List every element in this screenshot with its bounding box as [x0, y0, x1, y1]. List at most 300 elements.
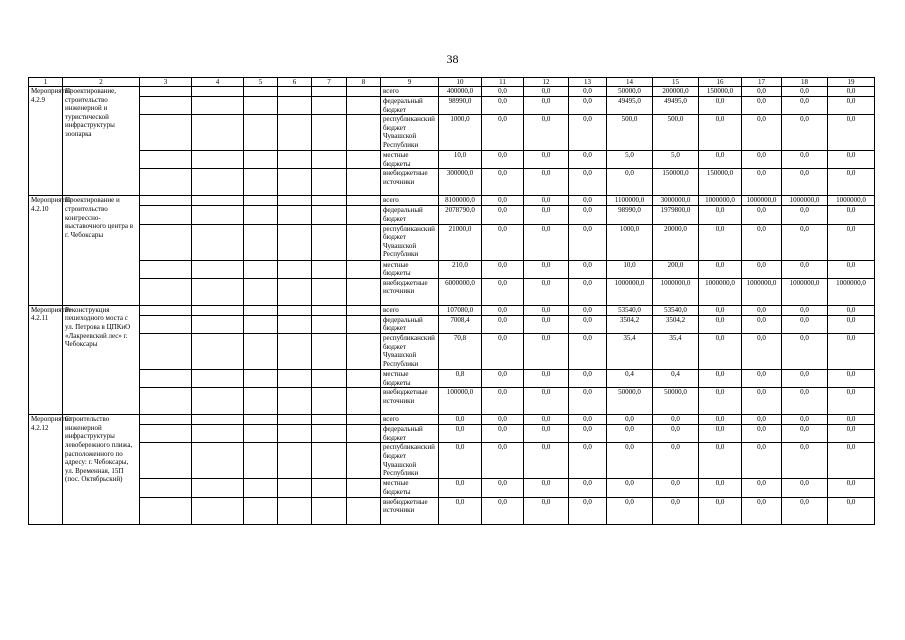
- column-header: 15: [653, 78, 699, 87]
- amount-cell: 0,0: [782, 497, 828, 524]
- empty-cell: [244, 333, 278, 369]
- column-header: 7: [312, 78, 347, 87]
- empty-cell: [140, 333, 192, 369]
- amount-cell: 10,0: [439, 151, 482, 169]
- amount-cell: 0,0: [782, 87, 828, 97]
- column-number-row: [29, 78, 875, 87]
- amount-cell: 1000000,0: [699, 278, 742, 305]
- empty-cell: [347, 497, 381, 524]
- empty-cell: [192, 443, 244, 479]
- amount-cell: 0,0: [524, 479, 569, 497]
- empty-cell: [140, 415, 192, 425]
- amount-cell: 0,0: [524, 415, 569, 425]
- empty-cell: [347, 388, 381, 415]
- amount-cell: 0,0: [569, 388, 607, 415]
- amount-cell: 7008,4: [439, 315, 482, 333]
- amount-cell: 0,0: [742, 425, 782, 443]
- amount-cell: 0,0: [699, 497, 742, 524]
- column-header: 5: [244, 78, 278, 87]
- column-header: 14: [607, 78, 653, 87]
- empty-cell: [347, 151, 381, 169]
- empty-cell: [347, 196, 381, 206]
- amount-cell: 0,0: [524, 169, 569, 196]
- empty-cell: [278, 115, 312, 151]
- empty-cell: [244, 169, 278, 196]
- amount-cell: 0,0: [828, 315, 875, 333]
- amount-cell: 0,0: [482, 224, 524, 260]
- empty-cell: [312, 260, 347, 278]
- amount-cell: 0,0: [482, 196, 524, 206]
- amount-cell: 3504,2: [607, 315, 653, 333]
- empty-cell: [140, 151, 192, 169]
- amount-cell: 0,0: [699, 333, 742, 369]
- empty-cell: [140, 224, 192, 260]
- empty-cell: [312, 415, 347, 425]
- amount-cell: 150000,0: [699, 87, 742, 97]
- table-row: [29, 497, 875, 524]
- funding-source: федеральный бюджет: [381, 425, 439, 443]
- amount-cell: 0,0: [828, 206, 875, 224]
- empty-cell: [140, 388, 192, 415]
- amount-cell: 0,0: [569, 333, 607, 369]
- amount-cell: 1000,0: [439, 115, 482, 151]
- empty-cell: [347, 479, 381, 497]
- amount-cell: 0,0: [524, 196, 569, 206]
- empty-cell: [278, 97, 312, 115]
- empty-cell: [244, 151, 278, 169]
- amount-cell: 0,0: [524, 497, 569, 524]
- empty-cell: [278, 169, 312, 196]
- amount-cell: 0,0: [482, 333, 524, 369]
- amount-cell: 0,0: [742, 260, 782, 278]
- amount-cell: 500,0: [607, 115, 653, 151]
- amount-cell: 0,0: [742, 224, 782, 260]
- funding-source: всего: [381, 87, 439, 97]
- amount-cell: 0,0: [699, 369, 742, 387]
- measure-name: Проектирование и строительство конгрессно-выставочного центра в г. Чебоксары: [63, 196, 140, 305]
- empty-cell: [347, 443, 381, 479]
- amount-cell: 0,0: [782, 415, 828, 425]
- empty-cell: [278, 224, 312, 260]
- amount-cell: 0,0: [482, 115, 524, 151]
- empty-cell: [244, 115, 278, 151]
- amount-cell: 0,0: [524, 260, 569, 278]
- empty-cell: [347, 224, 381, 260]
- empty-cell: [347, 260, 381, 278]
- table-row: [29, 196, 875, 206]
- empty-cell: [244, 479, 278, 497]
- table-row: [29, 169, 875, 196]
- column-header: 3: [140, 78, 192, 87]
- funding-source: внебюджетные источники: [381, 388, 439, 415]
- amount-cell: 0,0: [482, 278, 524, 305]
- empty-cell: [140, 479, 192, 497]
- empty-cell: [244, 425, 278, 443]
- amount-cell: 0,0: [569, 115, 607, 151]
- amount-cell: 400000,0: [439, 87, 482, 97]
- amount-cell: 100000,0: [439, 388, 482, 415]
- amount-cell: 107080,0: [439, 305, 482, 315]
- empty-cell: [278, 369, 312, 387]
- empty-cell: [312, 87, 347, 97]
- amount-cell: 0,0: [742, 87, 782, 97]
- amount-cell: 0,0: [782, 369, 828, 387]
- empty-cell: [347, 206, 381, 224]
- amount-cell: 0,0: [742, 479, 782, 497]
- amount-cell: 210,0: [439, 260, 482, 278]
- empty-cell: [192, 333, 244, 369]
- amount-cell: 0,8: [439, 369, 482, 387]
- amount-cell: 0,0: [482, 206, 524, 224]
- amount-cell: 0,0: [828, 497, 875, 524]
- table-row: [29, 260, 875, 278]
- amount-cell: 0,0: [569, 497, 607, 524]
- empty-cell: [244, 315, 278, 333]
- amount-cell: 150000,0: [699, 169, 742, 196]
- empty-cell: [278, 388, 312, 415]
- amount-cell: 0,0: [482, 305, 524, 315]
- empty-cell: [278, 305, 312, 315]
- empty-cell: [192, 479, 244, 497]
- amount-cell: 0,0: [569, 151, 607, 169]
- amount-cell: 0,0: [524, 97, 569, 115]
- empty-cell: [192, 305, 244, 315]
- empty-cell: [244, 206, 278, 224]
- measure-name: Строительство инженерной инфраструктуры левобережного плижа, расположенного по адресу: г. Чебоксары, ул. Временная, 15П (пос. Октябрьский): [63, 415, 140, 524]
- empty-cell: [347, 305, 381, 315]
- amount-cell: 0,0: [524, 333, 569, 369]
- empty-cell: [244, 443, 278, 479]
- amount-cell: 0,0: [828, 169, 875, 196]
- amount-cell: 1000000,0: [699, 196, 742, 206]
- empty-cell: [192, 388, 244, 415]
- amount-cell: 0,0: [607, 479, 653, 497]
- empty-cell: [140, 196, 192, 206]
- amount-cell: 50000,0: [607, 388, 653, 415]
- amount-cell: 0,0: [828, 479, 875, 497]
- empty-cell: [140, 315, 192, 333]
- measure-id: Мероприятие 4.2.10: [29, 196, 63, 305]
- amount-cell: 5,0: [653, 151, 699, 169]
- empty-cell: [347, 333, 381, 369]
- funding-source: местные бюджеты: [381, 369, 439, 387]
- amount-cell: 35,4: [653, 333, 699, 369]
- column-header: 18: [782, 78, 828, 87]
- amount-cell: 0,0: [524, 278, 569, 305]
- empty-cell: [192, 87, 244, 97]
- amount-cell: 98990,0: [607, 206, 653, 224]
- amount-cell: 0,0: [699, 305, 742, 315]
- amount-cell: 0,0: [782, 260, 828, 278]
- amount-cell: 1000000,0: [742, 278, 782, 305]
- column-header: 8: [347, 78, 381, 87]
- amount-cell: 0,0: [742, 305, 782, 315]
- empty-cell: [140, 497, 192, 524]
- empty-cell: [140, 206, 192, 224]
- empty-cell: [312, 224, 347, 260]
- empty-cell: [312, 388, 347, 415]
- amount-cell: 50000,0: [607, 87, 653, 97]
- empty-cell: [312, 115, 347, 151]
- amount-cell: 0,0: [828, 443, 875, 479]
- amount-cell: 0,0: [569, 87, 607, 97]
- column-header: 4: [192, 78, 244, 87]
- amount-cell: 0,0: [569, 278, 607, 305]
- funding-source: местные бюджеты: [381, 260, 439, 278]
- funding-source: всего: [381, 305, 439, 315]
- amount-cell: 98990,0: [439, 97, 482, 115]
- funding-source: всего: [381, 415, 439, 425]
- amount-cell: 0,0: [569, 443, 607, 479]
- amount-cell: 0,0: [699, 151, 742, 169]
- amount-cell: 0,0: [782, 425, 828, 443]
- amount-cell: 0,0: [569, 206, 607, 224]
- measure-name: Реконструкция пешеходного моста с ул. Петрова в ЦПКиО «Лакреевский лес» г. Чебоксары: [63, 305, 140, 414]
- amount-cell: 0,0: [742, 333, 782, 369]
- empty-cell: [192, 260, 244, 278]
- funding-source: республиканский бюджет Чувашской Республики: [381, 224, 439, 260]
- table-row: [29, 388, 875, 415]
- empty-cell: [192, 278, 244, 305]
- amount-cell: 0,0: [569, 169, 607, 196]
- amount-cell: 0,0: [742, 443, 782, 479]
- empty-cell: [278, 443, 312, 479]
- empty-cell: [278, 479, 312, 497]
- amount-cell: 0,0: [569, 315, 607, 333]
- amount-cell: 0,0: [782, 151, 828, 169]
- amount-cell: 0,0: [742, 369, 782, 387]
- budget-table: [28, 77, 875, 525]
- amount-cell: 0,0: [782, 388, 828, 415]
- empty-cell: [140, 115, 192, 151]
- funding-source: внебюджетные источники: [381, 497, 439, 524]
- amount-cell: 0,0: [742, 169, 782, 196]
- empty-cell: [312, 97, 347, 115]
- empty-cell: [192, 196, 244, 206]
- empty-cell: [244, 388, 278, 415]
- amount-cell: 1000000,0: [782, 196, 828, 206]
- empty-cell: [244, 415, 278, 425]
- amount-cell: 0,0: [828, 97, 875, 115]
- empty-cell: [278, 415, 312, 425]
- empty-cell: [244, 87, 278, 97]
- empty-cell: [192, 315, 244, 333]
- empty-cell: [140, 443, 192, 479]
- amount-cell: 0,0: [653, 425, 699, 443]
- amount-cell: 0,0: [524, 305, 569, 315]
- column-header: 9: [381, 78, 439, 87]
- amount-cell: 0,0: [828, 260, 875, 278]
- empty-cell: [140, 87, 192, 97]
- table-row: [29, 206, 875, 224]
- empty-cell: [278, 151, 312, 169]
- amount-cell: 0,0: [699, 97, 742, 115]
- amount-cell: 0,0: [607, 497, 653, 524]
- table-row: [29, 315, 875, 333]
- amount-cell: 0,0: [482, 479, 524, 497]
- empty-cell: [244, 196, 278, 206]
- measure-id: Мероприятие 4.2.11: [29, 305, 63, 414]
- table-row: [29, 151, 875, 169]
- amount-cell: 0,0: [607, 425, 653, 443]
- empty-cell: [278, 87, 312, 97]
- amount-cell: 0,0: [524, 315, 569, 333]
- amount-cell: 1000000,0: [607, 278, 653, 305]
- amount-cell: 0,0: [569, 224, 607, 260]
- funding-source: внебюджетные источники: [381, 169, 439, 196]
- column-header: 6: [278, 78, 312, 87]
- empty-cell: [347, 87, 381, 97]
- amount-cell: 0,0: [782, 305, 828, 315]
- table-row: [29, 479, 875, 497]
- empty-cell: [278, 497, 312, 524]
- empty-cell: [244, 97, 278, 115]
- amount-cell: 0,0: [828, 369, 875, 387]
- amount-cell: 0,0: [653, 415, 699, 425]
- amount-cell: 0,0: [699, 443, 742, 479]
- amount-cell: 0,0: [524, 151, 569, 169]
- amount-cell: 0,0: [828, 333, 875, 369]
- amount-cell: 1000000,0: [742, 196, 782, 206]
- amount-cell: 0,0: [828, 425, 875, 443]
- amount-cell: 1000,0: [607, 224, 653, 260]
- funding-source: республиканский бюджет Чувашской Республики: [381, 443, 439, 479]
- amount-cell: 0,0: [524, 206, 569, 224]
- amount-cell: 0,0: [653, 479, 699, 497]
- empty-cell: [244, 369, 278, 387]
- empty-cell: [140, 425, 192, 443]
- amount-cell: 0,0: [569, 425, 607, 443]
- amount-cell: 0,0: [699, 415, 742, 425]
- amount-cell: 50000,0: [653, 388, 699, 415]
- amount-cell: 49495,0: [607, 97, 653, 115]
- amount-cell: 0,0: [699, 206, 742, 224]
- funding-source: местные бюджеты: [381, 479, 439, 497]
- empty-cell: [312, 425, 347, 443]
- amount-cell: 0,0: [569, 415, 607, 425]
- empty-cell: [140, 305, 192, 315]
- amount-cell: 0,0: [828, 388, 875, 415]
- amount-cell: 5,0: [607, 151, 653, 169]
- amount-cell: 0,0: [828, 151, 875, 169]
- amount-cell: 0,0: [742, 497, 782, 524]
- amount-cell: 0,0: [607, 415, 653, 425]
- empty-cell: [192, 224, 244, 260]
- amount-cell: 0,0: [699, 425, 742, 443]
- amount-cell: 0,0: [482, 87, 524, 97]
- amount-cell: 0,0: [482, 388, 524, 415]
- table-row: [29, 115, 875, 151]
- empty-cell: [312, 151, 347, 169]
- empty-cell: [347, 425, 381, 443]
- amount-cell: 0,4: [653, 369, 699, 387]
- table-row: [29, 443, 875, 479]
- amount-cell: 20000,0: [653, 224, 699, 260]
- empty-cell: [312, 479, 347, 497]
- amount-cell: 0,0: [439, 497, 482, 524]
- empty-cell: [192, 415, 244, 425]
- empty-cell: [244, 260, 278, 278]
- amount-cell: 0,0: [482, 415, 524, 425]
- table-row: [29, 97, 875, 115]
- amount-cell: 0,0: [782, 443, 828, 479]
- amount-cell: 200000,0: [653, 87, 699, 97]
- empty-cell: [244, 305, 278, 315]
- empty-cell: [312, 196, 347, 206]
- measure-id: Мероприятие 4.2.9: [29, 87, 63, 196]
- amount-cell: 0,0: [653, 497, 699, 524]
- amount-cell: 0,0: [782, 479, 828, 497]
- amount-cell: 10,0: [607, 260, 653, 278]
- empty-cell: [312, 315, 347, 333]
- amount-cell: 0,0: [742, 206, 782, 224]
- amount-cell: 0,0: [699, 224, 742, 260]
- column-header: 12: [524, 78, 569, 87]
- empty-cell: [347, 115, 381, 151]
- amount-cell: 0,0: [607, 443, 653, 479]
- amount-cell: 0,0: [742, 315, 782, 333]
- amount-cell: 21000,0: [439, 224, 482, 260]
- empty-cell: [192, 169, 244, 196]
- empty-cell: [347, 415, 381, 425]
- funding-source: федеральный бюджет: [381, 315, 439, 333]
- page-number: 38: [446, 52, 459, 66]
- table-row: [29, 415, 875, 425]
- amount-cell: 0,0: [699, 315, 742, 333]
- empty-cell: [312, 305, 347, 315]
- amount-cell: 0,0: [782, 97, 828, 115]
- empty-cell: [244, 278, 278, 305]
- amount-cell: 0,0: [482, 315, 524, 333]
- column-header: 17: [742, 78, 782, 87]
- empty-cell: [278, 206, 312, 224]
- amount-cell: 0,0: [742, 97, 782, 115]
- funding-source: республиканский бюджет Чувашской Республики: [381, 333, 439, 369]
- empty-cell: [312, 206, 347, 224]
- amount-cell: 2078790,0: [439, 206, 482, 224]
- amount-cell: 500,0: [653, 115, 699, 151]
- amount-cell: 0,0: [782, 206, 828, 224]
- funding-source: всего: [381, 196, 439, 206]
- funding-source: республиканский бюджет Чувашской Республики: [381, 115, 439, 151]
- amount-cell: 35,4: [607, 333, 653, 369]
- amount-cell: 0,0: [782, 315, 828, 333]
- column-header: 1: [29, 78, 63, 87]
- amount-cell: 0,0: [439, 479, 482, 497]
- amount-cell: 0,0: [569, 97, 607, 115]
- empty-cell: [192, 369, 244, 387]
- table-row: [29, 333, 875, 369]
- amount-cell: 0,0: [439, 425, 482, 443]
- amount-cell: 1979800,0: [653, 206, 699, 224]
- amount-cell: 70,8: [439, 333, 482, 369]
- column-header: 2: [63, 78, 140, 87]
- amount-cell: 49495,0: [653, 97, 699, 115]
- amount-cell: 0,0: [828, 224, 875, 260]
- empty-cell: [347, 278, 381, 305]
- table-row: [29, 278, 875, 305]
- amount-cell: 0,0: [569, 305, 607, 315]
- amount-cell: 0,0: [828, 115, 875, 151]
- empty-cell: [192, 97, 244, 115]
- amount-cell: 0,0: [699, 260, 742, 278]
- amount-cell: 0,0: [482, 97, 524, 115]
- amount-cell: 200,0: [653, 260, 699, 278]
- empty-cell: [140, 97, 192, 115]
- empty-cell: [278, 425, 312, 443]
- empty-cell: [278, 315, 312, 333]
- amount-cell: 0,0: [742, 415, 782, 425]
